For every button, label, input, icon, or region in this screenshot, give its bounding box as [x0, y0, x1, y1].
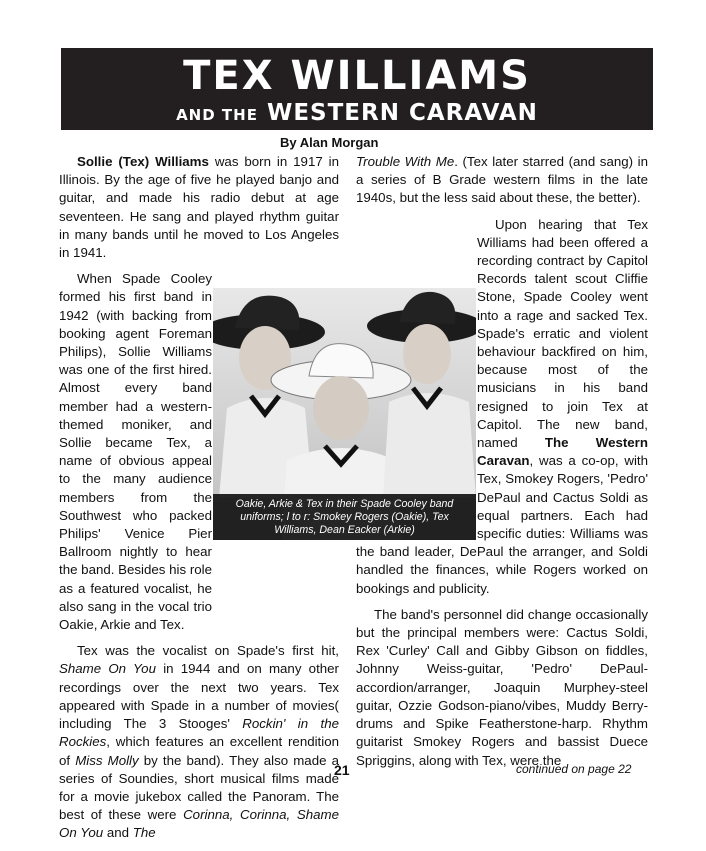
title-and-the: AND THE	[176, 106, 258, 124]
left-p2-text: When Spade Cooley formed his first band in 1942 (with backing from booking agent Foreman Philips), Sollie Williams was one of the first hired. Almost every band member had a western-themed moniker, and Sollie became Tex, a name of obvious appeal to the many audience members from the Southwest who packed Philips' Venice Pier Ballroom nightly to hear the band. Besides his role as a featured vocalist, he also sang in the vocal trio Oakie, Arkie and Tex.	[59, 271, 213, 633]
song-miss-molly: Miss Molly	[75, 752, 139, 768]
film-rockin-in-the-rockies: Rockin' in the Rockies	[59, 716, 339, 750]
byline: By Alan Morgan	[280, 135, 379, 150]
left-p3-end: The	[132, 825, 156, 841]
title-line-1: TEX WILLIAMS	[183, 53, 531, 99]
left-p3-e: and	[103, 825, 133, 841]
page-number: 21	[334, 762, 350, 778]
right-p2-a: Upon hearing that Tex Williams had been offered a recording contract by Capitol Records talent scout Cliffie Stone, Spade Cooley went into a rage and sacked Tex. Spade's erratic and violent behaviour backfired on him, because most of the musicians in his band resigned to join Tex at Capitol. The new band, named	[477, 216, 648, 451]
left-p3-c: , which features an excellent rendition of	[59, 734, 339, 768]
title-western-caravan: WESTERN CARAVAN	[266, 100, 538, 126]
band-name: The Western Caravan	[477, 435, 648, 469]
left-paragraph-3	[59, 642, 339, 842]
title-line-2	[61, 100, 653, 128]
right-p1-text: . (Tex later starred (and sang) in a series of B Grade western films in the late 1940s, but the less said about these, the better).	[356, 154, 648, 206]
right-paragraph-1	[356, 153, 648, 208]
song-trouble-with-me: Trouble With Me	[356, 154, 455, 169]
soundies-titles: Corinna, Corinna, Shame On You	[59, 807, 339, 841]
right-p2-b: , was a co-op, with Tex, Smokey Rogers, 'Pedro' DePaul and Cactus Soldi as equal partners. Each had specific duties: Williams was the band leader, DePaul the arranger, and Soldi handled the finances, while Rogers worked on bookings and publicity.	[356, 453, 648, 596]
song-shame-on-you: Shame On You	[59, 661, 156, 677]
left-p3-d: by the band). They also made a series of Soundies, short musical films made for a movie jukebox called the Panoram. The best of these were	[59, 752, 339, 823]
left-p3-a: Tex was the vocalist on Spade's first hit,	[77, 643, 339, 659]
right-p3-text: The band's personnel did change occasionally but the principal members were: Cactus Soldi, Rex 'Curley' Call and Gibby Gibson on fiddles, Johnny Weiss-guitar, 'Pedro' DePaul-accordion/arranger, Joaquin Murphey-steel guitar, Ozzie Godson-piano/vibes, Muddy Berry-drums and Spike Featherstone-harp. Rhythm guitarist Smokey Rogers and bassist Duece Spriggins, along with Tex, were the	[356, 606, 648, 768]
band-photo	[213, 288, 476, 540]
title-banner	[61, 48, 653, 130]
photo-caption: Oakie, Arkie & Tex in their Spade Cooley band uniforms; l to r: Smokey Rogers (Oakie), Tex Williams, Dean Eacker (Arkie)	[213, 494, 476, 540]
subject-name: Sollie (Tex) Williams	[77, 154, 209, 169]
continued-note: continued on page 22	[516, 762, 632, 776]
left-p1-text: was born in 1917 in Illinois. By the age of five he played banjo and guitar, and made his radio debut at age seventeen. He sang and played rhythm guitar in many bands until he moved to Los Angeles in 1941.	[59, 154, 339, 261]
left-paragraph-1	[59, 153, 339, 262]
right-paragraph-3	[356, 606, 648, 770]
left-p3-b: in 1944 and on many other recordings over the next two years. Tex appeared with Spade in a number of movies( including The 3 Stooges'	[59, 661, 339, 732]
